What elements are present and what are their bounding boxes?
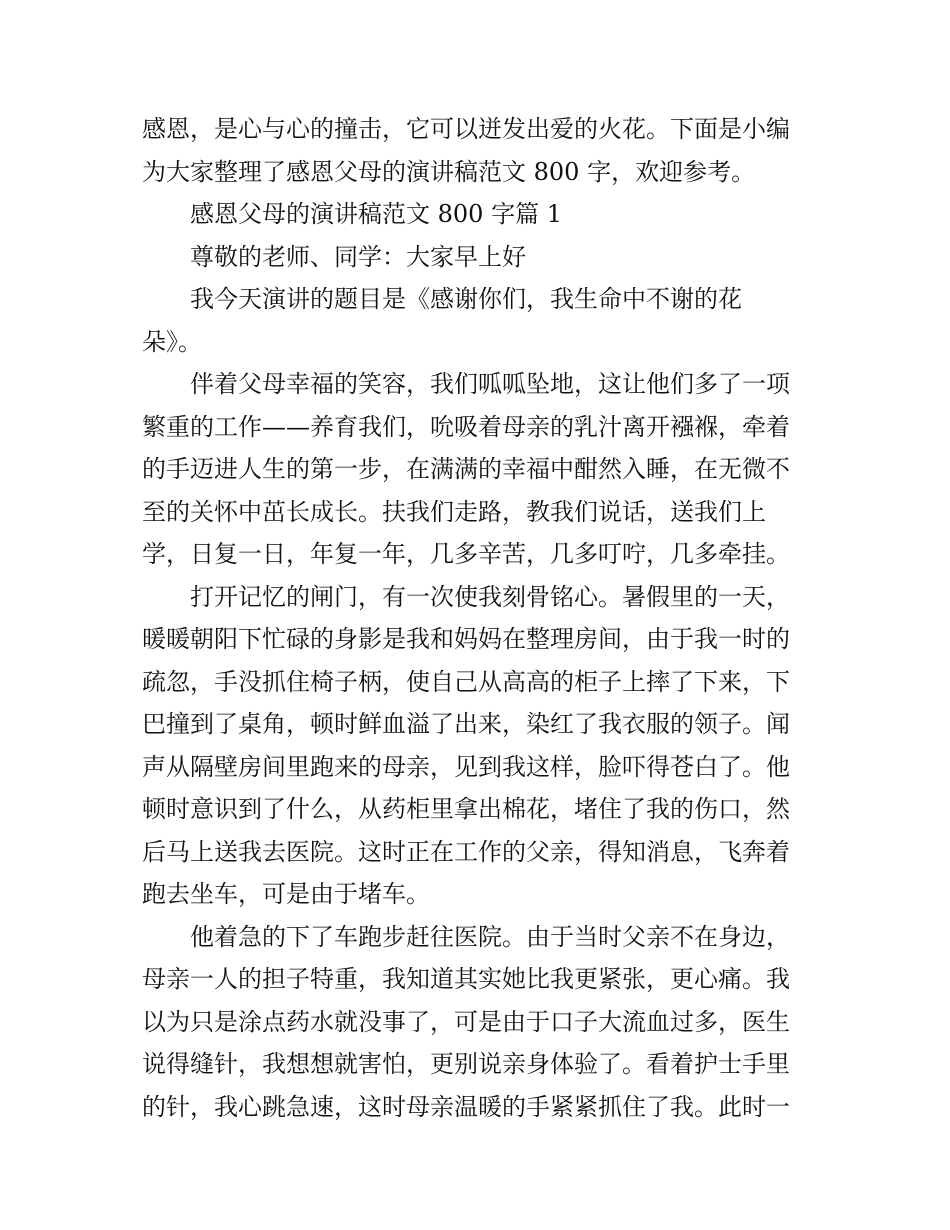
text-line: 疏忽，手没抓住椅子柄，使自己从高高的柜子上摔了下来，下 (142, 667, 790, 696)
text-line: 学，日复一日，年复一年，几多辛苦，几多叮咛，几多牵挂。 (142, 540, 790, 568)
text-line: 母亲一人的担子特重，我知道其实她比我更紧张，更心痛。我 (142, 965, 790, 993)
document-body (142, 108, 822, 1128)
text-line: 暖暖朝阳下忙碌的身影是我和妈妈在整理房间，由于我一时的 (142, 625, 790, 653)
text-line: 繁重的工作——养育我们，吮吸着母亲的乳汁离开襁褓，牵着 (142, 412, 790, 441)
text-line: 跑去坐车，可是由于堵车。 (142, 880, 430, 908)
section-heading: 感恩父母的演讲稿范文 800 字篇 1 (190, 200, 562, 228)
text-line: 为大家整理了感恩父母的演讲稿范文 800 字，欢迎参考。 (142, 157, 756, 186)
text-line: 打开记忆的闸门，有一次使我刻骨铭心。暑假里的一天， (190, 582, 790, 611)
text-line: 他着急的下了车跑步赶往医院。由于当时父亲不在身边， (190, 922, 790, 951)
text-line: 巴撞到了桌角，顿时鲜血溢了出来，染红了我衣服的领子。闻 (142, 710, 790, 738)
text-line: 说得缝针，我想想就害怕，更别说亲身体验了。看着护士手里 (142, 1050, 790, 1078)
text-line: 伴着父母幸福的笑容，我们呱呱坠地，这让他们多了一项 (190, 370, 790, 398)
text-line: 我今天演讲的题目是《感谢你们，我生命中不谢的花 (190, 285, 742, 313)
text-line: 顿时意识到了什么，从药柜里拿出棉花，堵住了我的伤口，然 (142, 795, 790, 823)
text-line: 朵》。 (142, 327, 202, 356)
text-line: 的针，我心跳急速，这时母亲温暖的手紧紧抓住了我。此时一 (142, 1092, 790, 1121)
text-line: 以为只是涂点药水就没事了，可是由于口子大流血过多，医生 (142, 1007, 790, 1036)
text-line: 感恩，是心与心的撞击，它可以迸发出爱的火花。下面是小编 (142, 115, 790, 143)
text-line: 至的关怀中茁长成长。扶我们走路，教我们说话，送我们上 (142, 497, 766, 526)
text-line: 的手迈进人生的第一步，在满满的幸福中酣然入睡，在无微不 (142, 455, 790, 483)
text-line: 声从隔壁房间里跑来的母亲，见到我这样，脸吓得苍白了。他 (142, 752, 790, 781)
salutation-line: 尊敬的老师、同学：大家早上好 (190, 242, 526, 271)
text-line: 后马上送我去医院。这时正在工作的父亲，得知消息，飞奔着 (142, 837, 790, 866)
